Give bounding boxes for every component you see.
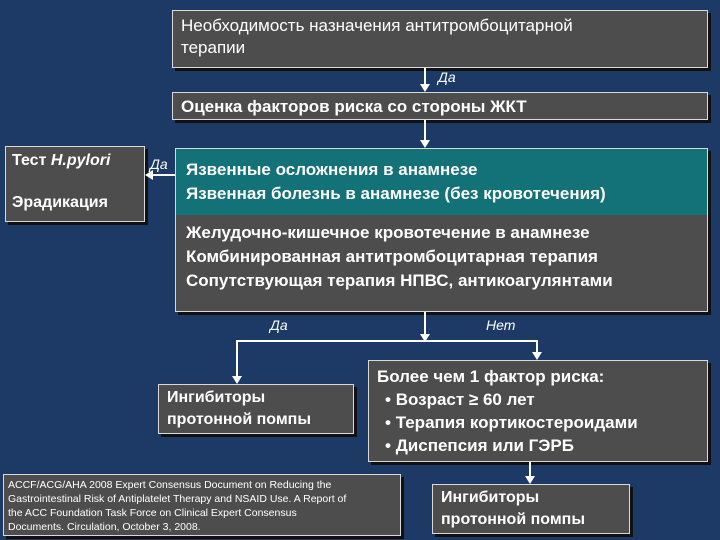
ulcer-line2: Язвенная болезнь в анамнезе (без кровотечения) [186,184,606,203]
ppi-box-left [158,384,354,434]
hpylori-name: H.pylori [50,152,111,169]
hpylori-test-label [12,151,138,171]
bleeding-line3: Сопутствующая терапия НПВС, антикоагулянтами [186,271,613,290]
reference-line3: the ACC Foundation Task Force on Clinical Expert Consensus [8,507,297,519]
yes-label-1: Да [438,69,456,85]
eradication-label: Эрадикация [12,194,108,211]
connector-line [236,340,426,342]
bleeding-history-section [176,221,707,293]
reference-line2: Gastrointestinal Risk of Antiplatelet Therapy and NSAID Use. A Report of [8,493,347,505]
yes-label-2: Да [150,156,168,172]
antiplatelet-need-box [172,10,708,68]
reference-line1: ACCF/ACG/AHA 2008 Expert Consensus Document on Reducing the [8,479,332,491]
ppi-left-line1: Ингибиторы [167,389,266,406]
risk-bullet-steroids-text: Терапия кортикостероидами [395,413,638,432]
hpylori-box [5,146,145,222]
reference-box [3,474,401,536]
arrow-down-icon [420,84,430,92]
ppi-box-right [432,484,630,534]
antiplatelet-need-line2: терапии [181,38,246,57]
bleeding-line2: Комбинированная антитромбоцитарная терапия [186,247,598,266]
connector-line [236,340,238,378]
hpylori-test-prefix: Тест [12,152,51,169]
gi-risk-text: Оценка факторов риска со стороны ЖКТ [181,97,527,116]
arrow-down-icon [232,376,242,384]
arrow-down-icon [532,352,542,360]
bleeding-line1: Желудочно-кишечное кровотечение в анамнезе [186,223,590,242]
risk-factors-box [175,148,708,312]
multi-risk-box [368,360,708,462]
risk-bullet-steroids: • Терапия кортикостероидами [385,413,638,432]
ppi-right-line1: Ингибиторы [441,489,540,506]
risk-bullet-dyspepsia: • Диспепсия или ГЭРБ [385,436,574,455]
gi-risk-box [172,92,708,120]
yes-label-3: Да [270,317,288,333]
ulcer-history-section [176,149,707,215]
connector-line [426,340,538,342]
antiplatelet-need-line1: Необходимость назначения антитромбоцитарной [181,16,573,35]
no-label: Нет [486,317,516,333]
ppi-right-line2: протонной помпы [441,511,585,528]
arrow-down-icon [525,476,535,484]
risk-bullet-dyspepsia-text: Диспепсия или ГЭРБ [395,436,574,455]
ppi-left-line2: протонной помпы [167,411,311,428]
connector-line [424,312,426,336]
multi-risk-header: Более чем 1 фактор риска: [377,367,605,386]
risk-bullet-age-text: Возраст ≥ 60 лет [395,390,535,409]
ulcer-line1: Язвенные осложнения в анамнезе [186,160,478,179]
reference-line4: Documents. Circulation, October 3, 2008. [8,521,201,533]
connector-line [424,120,426,142]
risk-bullet-age: • Возраст ≥ 60 лет [385,390,535,409]
connector-line [153,174,175,176]
arrow-down-icon [420,140,430,148]
